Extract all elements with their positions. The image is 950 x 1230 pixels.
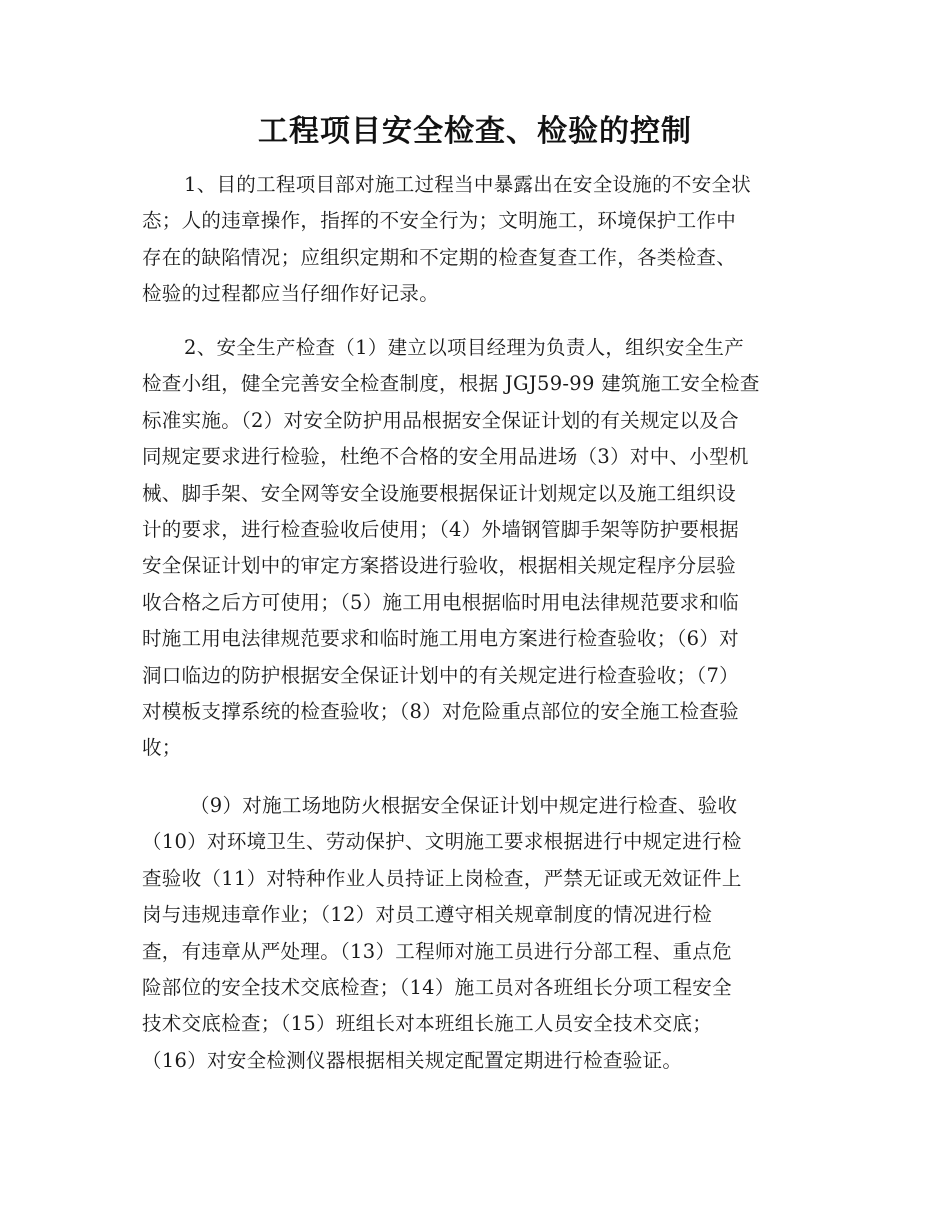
paragraph-line: 1、目的工程项目部对施工过程当中暴露出在安全设施的不安全状 xyxy=(184,173,752,196)
paragraph-line: 检查小组，健全完善安全检查制度，根据 JGJ59-99 建筑施工安全检查 xyxy=(142,372,760,396)
paragraph-line: （10）对环境卫生、劳动保护、文明施工要求根据进行中规定进行检 xyxy=(142,830,742,854)
paragraph-purpose xyxy=(142,167,807,313)
paragraph-line: 计的要求，进行检查验收后使用；（4）外墙钢管脚手架等防护要根据 xyxy=(142,518,739,542)
paragraph-line: 同规定要求进行检验，杜绝不合格的安全用品进场（3）对中、小型机 xyxy=(142,445,749,469)
paragraph-line: 岗与违规违章作业；（12）对员工遵守相关规章制度的情况进行检 xyxy=(142,903,713,927)
paragraph-line: 安全保证计划中的审定方案搭设进行验收，根据相关规定程序分层验 xyxy=(142,554,737,578)
paragraph-line: 技术交底检查；（15）班组长对本班组长施工人员安全技术交底； xyxy=(142,1012,713,1036)
paragraph-line: 存在的缺陷情况；应组织定期和不定期的检查复查工作，各类检查、 xyxy=(142,245,737,269)
paragraph-line: 检验的过程都应当仔细作好记录。 xyxy=(142,282,440,306)
document-title: 工程项目安全检查、检验的控制 xyxy=(258,114,692,149)
paragraph-line: 收； xyxy=(142,736,182,760)
paragraph-inspection-items xyxy=(142,788,807,1079)
paragraph-line: 时施工用电法律规范要求和临时施工用电方案进行检查验收；（6）对 xyxy=(142,627,739,651)
paragraph-line: （16）对安全检测仪器根据相关规定配置定期进行检查验证。 xyxy=(142,1048,683,1072)
paragraph-line: （9）对施工场地防火根据安全保证计划中规定进行检查、验收 xyxy=(190,794,738,817)
paragraph-line: 械、脚手架、安全网等安全设施要根据保证计划规定以及施工组织设 xyxy=(142,481,737,505)
paragraph-safety-inspection xyxy=(142,330,807,767)
paragraph-line: 洞口临边的防护根据安全保证计划中的有关规定进行检查验收；（7） xyxy=(142,663,739,687)
paragraph-line: 收合格之后方可使用；（5）施工用电根据临时用电法律规范要求和临 xyxy=(142,590,739,614)
paragraph-line: 险部位的安全技术交底检查；（14）施工员对各班组长分项工程安全 xyxy=(142,976,732,1000)
paragraph-line: 对模板支撑系统的检查验收；（8）对危险重点部位的安全施工检查验 xyxy=(142,700,739,724)
paragraph-line: 态；人的违章操作，指挥的不安全行为；文明施工，环境保护工作中 xyxy=(142,209,737,233)
paragraph-line: 标准实施。（2）对安全防护用品根据安全保证计划的有关规定以及合 xyxy=(142,408,739,432)
paragraph-line: 查验收（11）对特种作业人员持证上岗检查，严禁无证或无效证件上 xyxy=(142,866,742,890)
paragraph-line: 2、安全生产检查（1）建立以项目经理为负责人，组织安全生产 xyxy=(184,336,745,359)
paragraph-line: 查，有违章从严处理。（13）工程师对施工员进行分部工程、重点危 xyxy=(142,939,732,963)
